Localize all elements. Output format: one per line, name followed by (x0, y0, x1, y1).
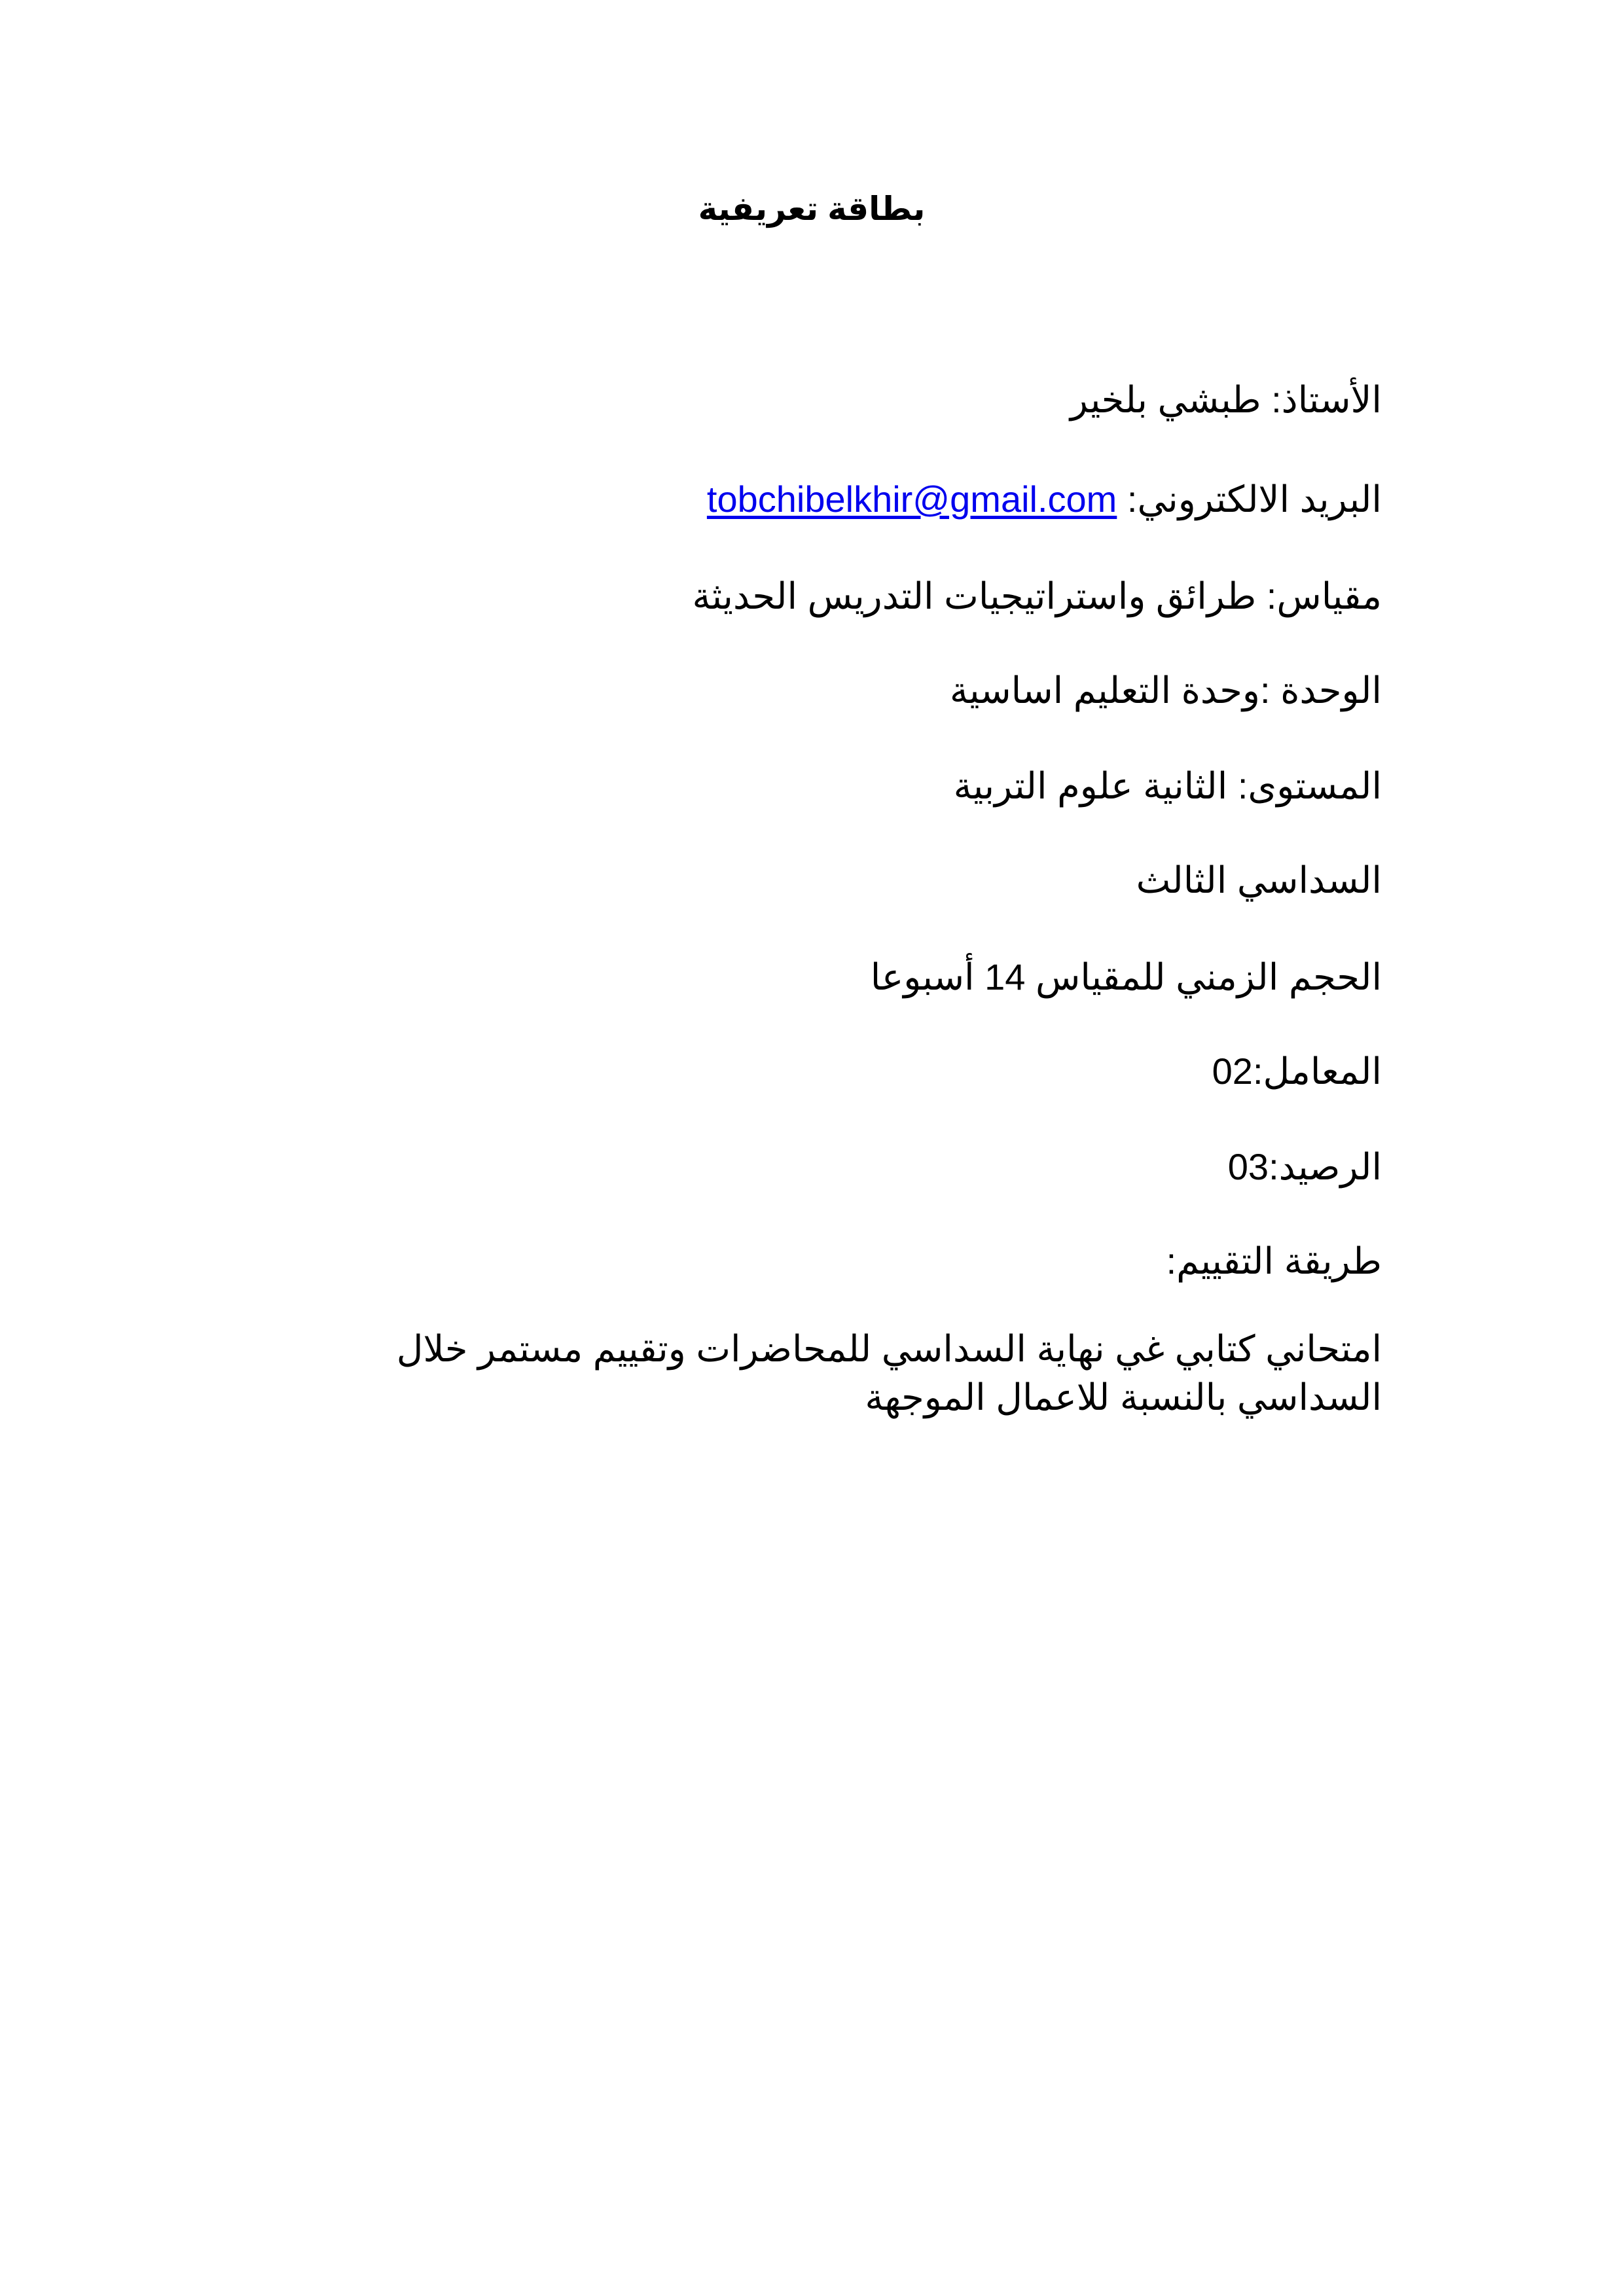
email-line (707, 478, 1382, 521)
semester-line: السداسي الثالث (1136, 859, 1382, 901)
level-line: المستوى: الثانية علوم التربية (953, 765, 1382, 806)
evaluation-label: طريقة التقييم: (1166, 1240, 1382, 1282)
email-label: البريد الالكتروني: (1117, 478, 1382, 520)
evaluation-text: امتحاني كتابي غي نهاية السداسي للمحاضرات وتقييم مستمر خلال السداسي بالنسبة للاعمال الموجهة (396, 1328, 1382, 1418)
document-title: بطاقة تعريفية (698, 190, 926, 227)
teacher-line: الأستاذ: طبشي بلخير (1070, 379, 1382, 420)
module-line: مقياس: طرائق واستراتيجيات التدريس الحديثة (692, 575, 1382, 617)
unit-line: الوحدة :وحدة التعليم اساسية (949, 670, 1382, 711)
volume-line: الحجم الزمني للمقياس 14 أسبوعا (870, 956, 1382, 997)
credit-line: الرصيد:03 (1227, 1146, 1382, 1187)
coefficient-line: المعامل:02 (1212, 1050, 1382, 1092)
email-link[interactable]: tobchibelkhir@gmail.com (706, 478, 1117, 520)
